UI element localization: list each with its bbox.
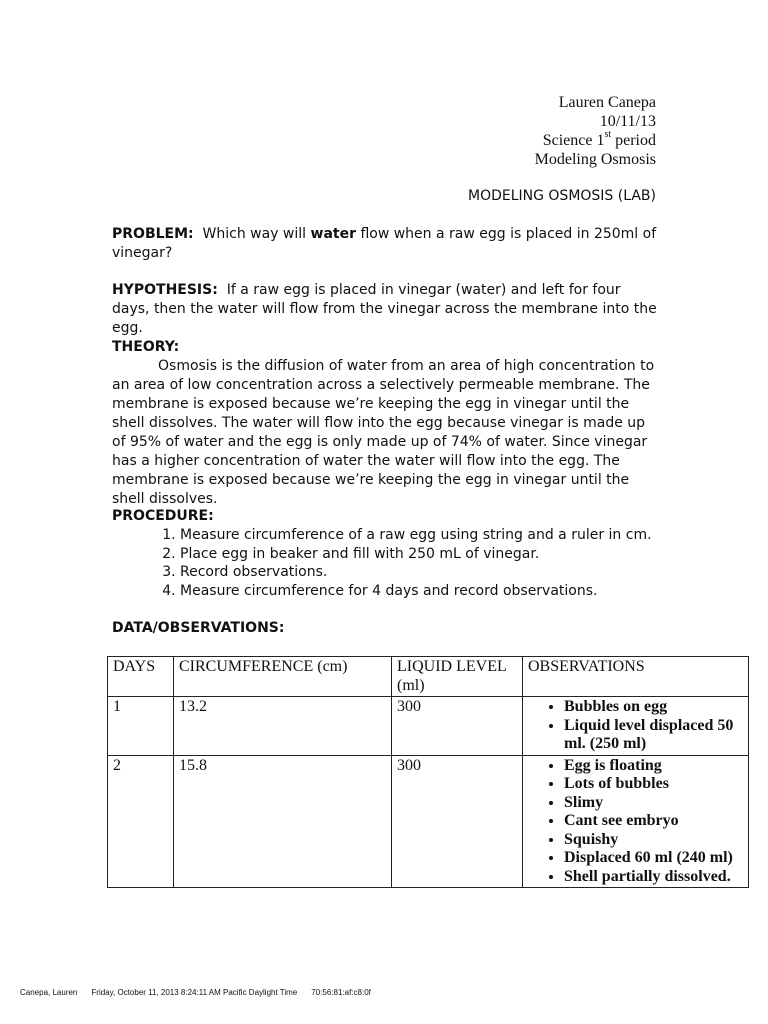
observation-item: • Liquid level displaced 50 ml. (250 ml)	[564, 717, 743, 754]
table-header-days: DAYS	[108, 657, 174, 697]
cell-observations	[523, 697, 749, 756]
procedure-step: 2. Place egg in beaker and fill with 250 mL of vinegar.	[180, 545, 660, 564]
procedure-step: 4. Measure circumference for 4 days and record observations.	[180, 582, 660, 601]
print-footer	[20, 988, 385, 997]
problem-bold-word: water	[310, 226, 356, 242]
data-observations-label: DATA/OBSERVATIONS:	[112, 620, 285, 636]
observation-item: • Shell partially dissolved.	[564, 868, 743, 887]
observation-item: • Bubbles on egg	[564, 698, 743, 717]
procedure-list	[112, 526, 660, 600]
table-row	[108, 755, 749, 888]
cell-liquid-level: 300	[392, 697, 523, 756]
cell-day: 2	[108, 755, 174, 888]
hypothesis-label: HYPOTHESIS:	[112, 282, 218, 298]
procedure-label: PROCEDURE:	[112, 508, 214, 524]
document-topic: Modeling Osmosis	[534, 151, 656, 168]
table-header-row	[108, 657, 749, 697]
theory-label: THEORY:	[112, 339, 180, 355]
theory-text: Osmosis is the diffusion of water from an area of high concentration to an area of low concentration across a selectively permeable membrane. The membrane is exposed because we’re keeping the egg in vinegar until the shell dissolves. The water will flow into the egg because vinegar is made up of 95% of water and the egg is only made up of 74% of water. Since vinegar has a higher concentration of water the water will flow into the egg. The membrane is exposed because we’re keeping the egg in vinegar until the shell dissolves.	[112, 358, 655, 507]
observation-item: • Displaced 60 ml (240 ml)	[564, 849, 743, 868]
hypothesis-section	[112, 281, 660, 338]
observation-item: • Slimy	[564, 794, 743, 813]
theory-section	[112, 338, 660, 509]
observation-item: • Cant see embryo	[564, 812, 743, 831]
procedure-step: 3. Record observations.	[180, 563, 660, 582]
hypothesis-text: If a raw egg is placed in vinegar (water) and left for four days, then the water will flow from the vinegar across the membrane into the egg.	[112, 282, 662, 336]
table-row	[108, 697, 749, 756]
cell-observations	[523, 755, 749, 888]
document-date: 10/11/13	[599, 113, 656, 130]
cell-circumference: 15.8	[174, 755, 392, 888]
problem-label: PROBLEM:	[112, 226, 194, 242]
cell-liquid-level: 300	[392, 755, 523, 888]
table-header-observations: OBSERVATIONS	[523, 657, 749, 697]
procedure-section	[112, 507, 660, 600]
author-name: Lauren Canepa	[558, 94, 656, 111]
footer-id: 70:56:81:af:c8:0f	[311, 988, 371, 997]
observation-item: • Squishy	[564, 831, 743, 850]
observation-item: • Egg is floating	[564, 757, 743, 776]
document-header	[535, 93, 656, 169]
observation-item: • Lots of bubbles	[564, 775, 743, 794]
lab-title: MODELING OSMOSIS (LAB)	[467, 188, 656, 204]
table-header-circumference: CIRCUMFERENCE (cm)	[174, 657, 392, 697]
cell-day: 1	[108, 697, 174, 756]
footer-timestamp: Friday, October 11, 2013 8:24:11 AM Pacific Daylight Time	[91, 988, 298, 997]
table-header-liquid-level: LIQUID LEVEL (ml)	[392, 657, 523, 697]
problem-section: PROBLEM: Which way will water flow when a raw egg is placed in 250ml of vinegar?	[112, 226, 657, 261]
class-period: Science 1st period	[542, 128, 656, 149]
procedure-step: 1. Measure circumference of a raw egg using string and a ruler in cm.	[180, 526, 660, 545]
observations-table	[107, 656, 749, 888]
cell-circumference: 13.2	[174, 697, 392, 756]
footer-author: Canepa, Lauren	[20, 988, 78, 997]
